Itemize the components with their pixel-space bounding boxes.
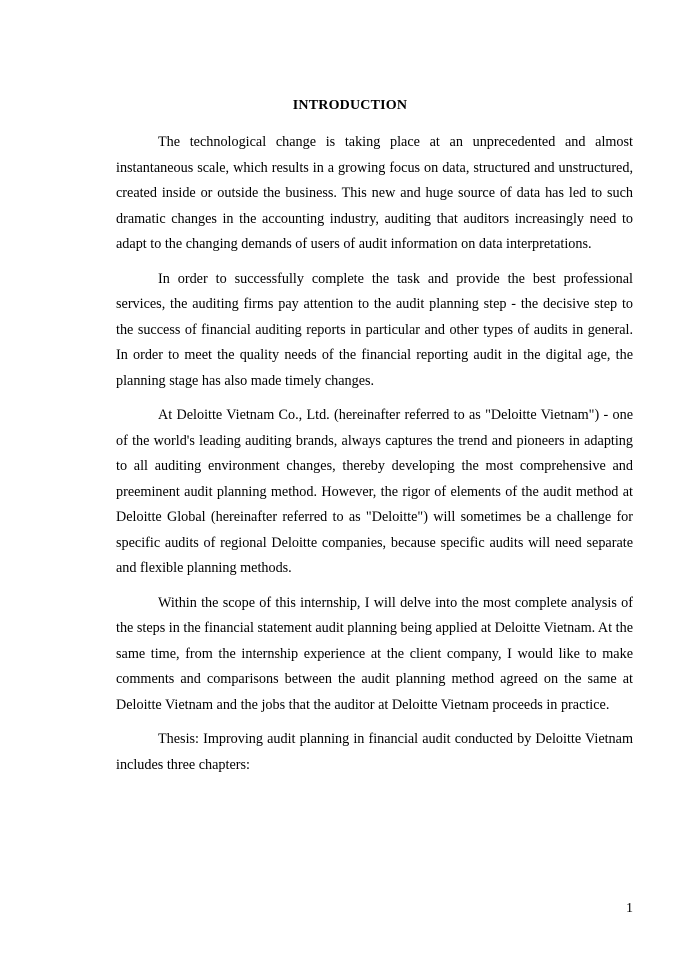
paragraph-internship-scope: Within the scope of this internship, I will delve into the most complete analysis of the steps in the financial statement audit planning being applied at Deloitte Vietnam. At the same time, from the internship experience at the client company, I would like to make comments and comparisons between the audit planning method agreed on the same at Deloitte Vietnam and the jobs that the auditor at Deloitte Vietnam proceeds in practice. bbox=[116, 594, 633, 713]
page-title: INTRODUCTION bbox=[292, 98, 408, 113]
paragraph-technological-change: The technological change is taking place at an unprecedented and almost instantaneous scale, which results in a growing focus on data, structured and unstructured, created inside or outside the business. This new and huge source of data has led to such dramatic changes in the accounting industry, auditing that auditors increasingly need to adapt to the changing demands of users of audit information on data interpretations. bbox=[116, 134, 633, 252]
paragraph-deloitte-vietnam: At Deloitte Vietnam Co., Ltd. (hereinafter referred to as "Deloitte Vietnam") - one of the world's leading auditing brands, always captures the trend and pioneers in adapting to all auditing environment changes, thereby developing the most comprehensive and preeminent audit planning method. However, the rigor of elements of the audit method at Deloitte Global (hereinafter referred to as "Deloitte") will sometimes be a challenge for specific audits of regional Deloitte companies, because specific audits will need separate and flexible planning methods. bbox=[116, 407, 633, 576]
document-body bbox=[116, 130, 633, 787]
page-number: 1 bbox=[626, 901, 633, 916]
paragraph-audit-planning: In order to successfully complete the task and provide the best professional services, the auditing firms pay attention to the audit planning step - the decisive step to the success of financial auditing reports in particular and other types of audits in general. In order to meet the quality needs of the financial reporting audit in the digital age, the planning stage has also made timely changes. bbox=[116, 270, 633, 389]
paragraph-thesis: Thesis: Improving audit planning in financial audit conducted by Deloitte Vietnam includes three chapters: bbox=[116, 731, 633, 773]
